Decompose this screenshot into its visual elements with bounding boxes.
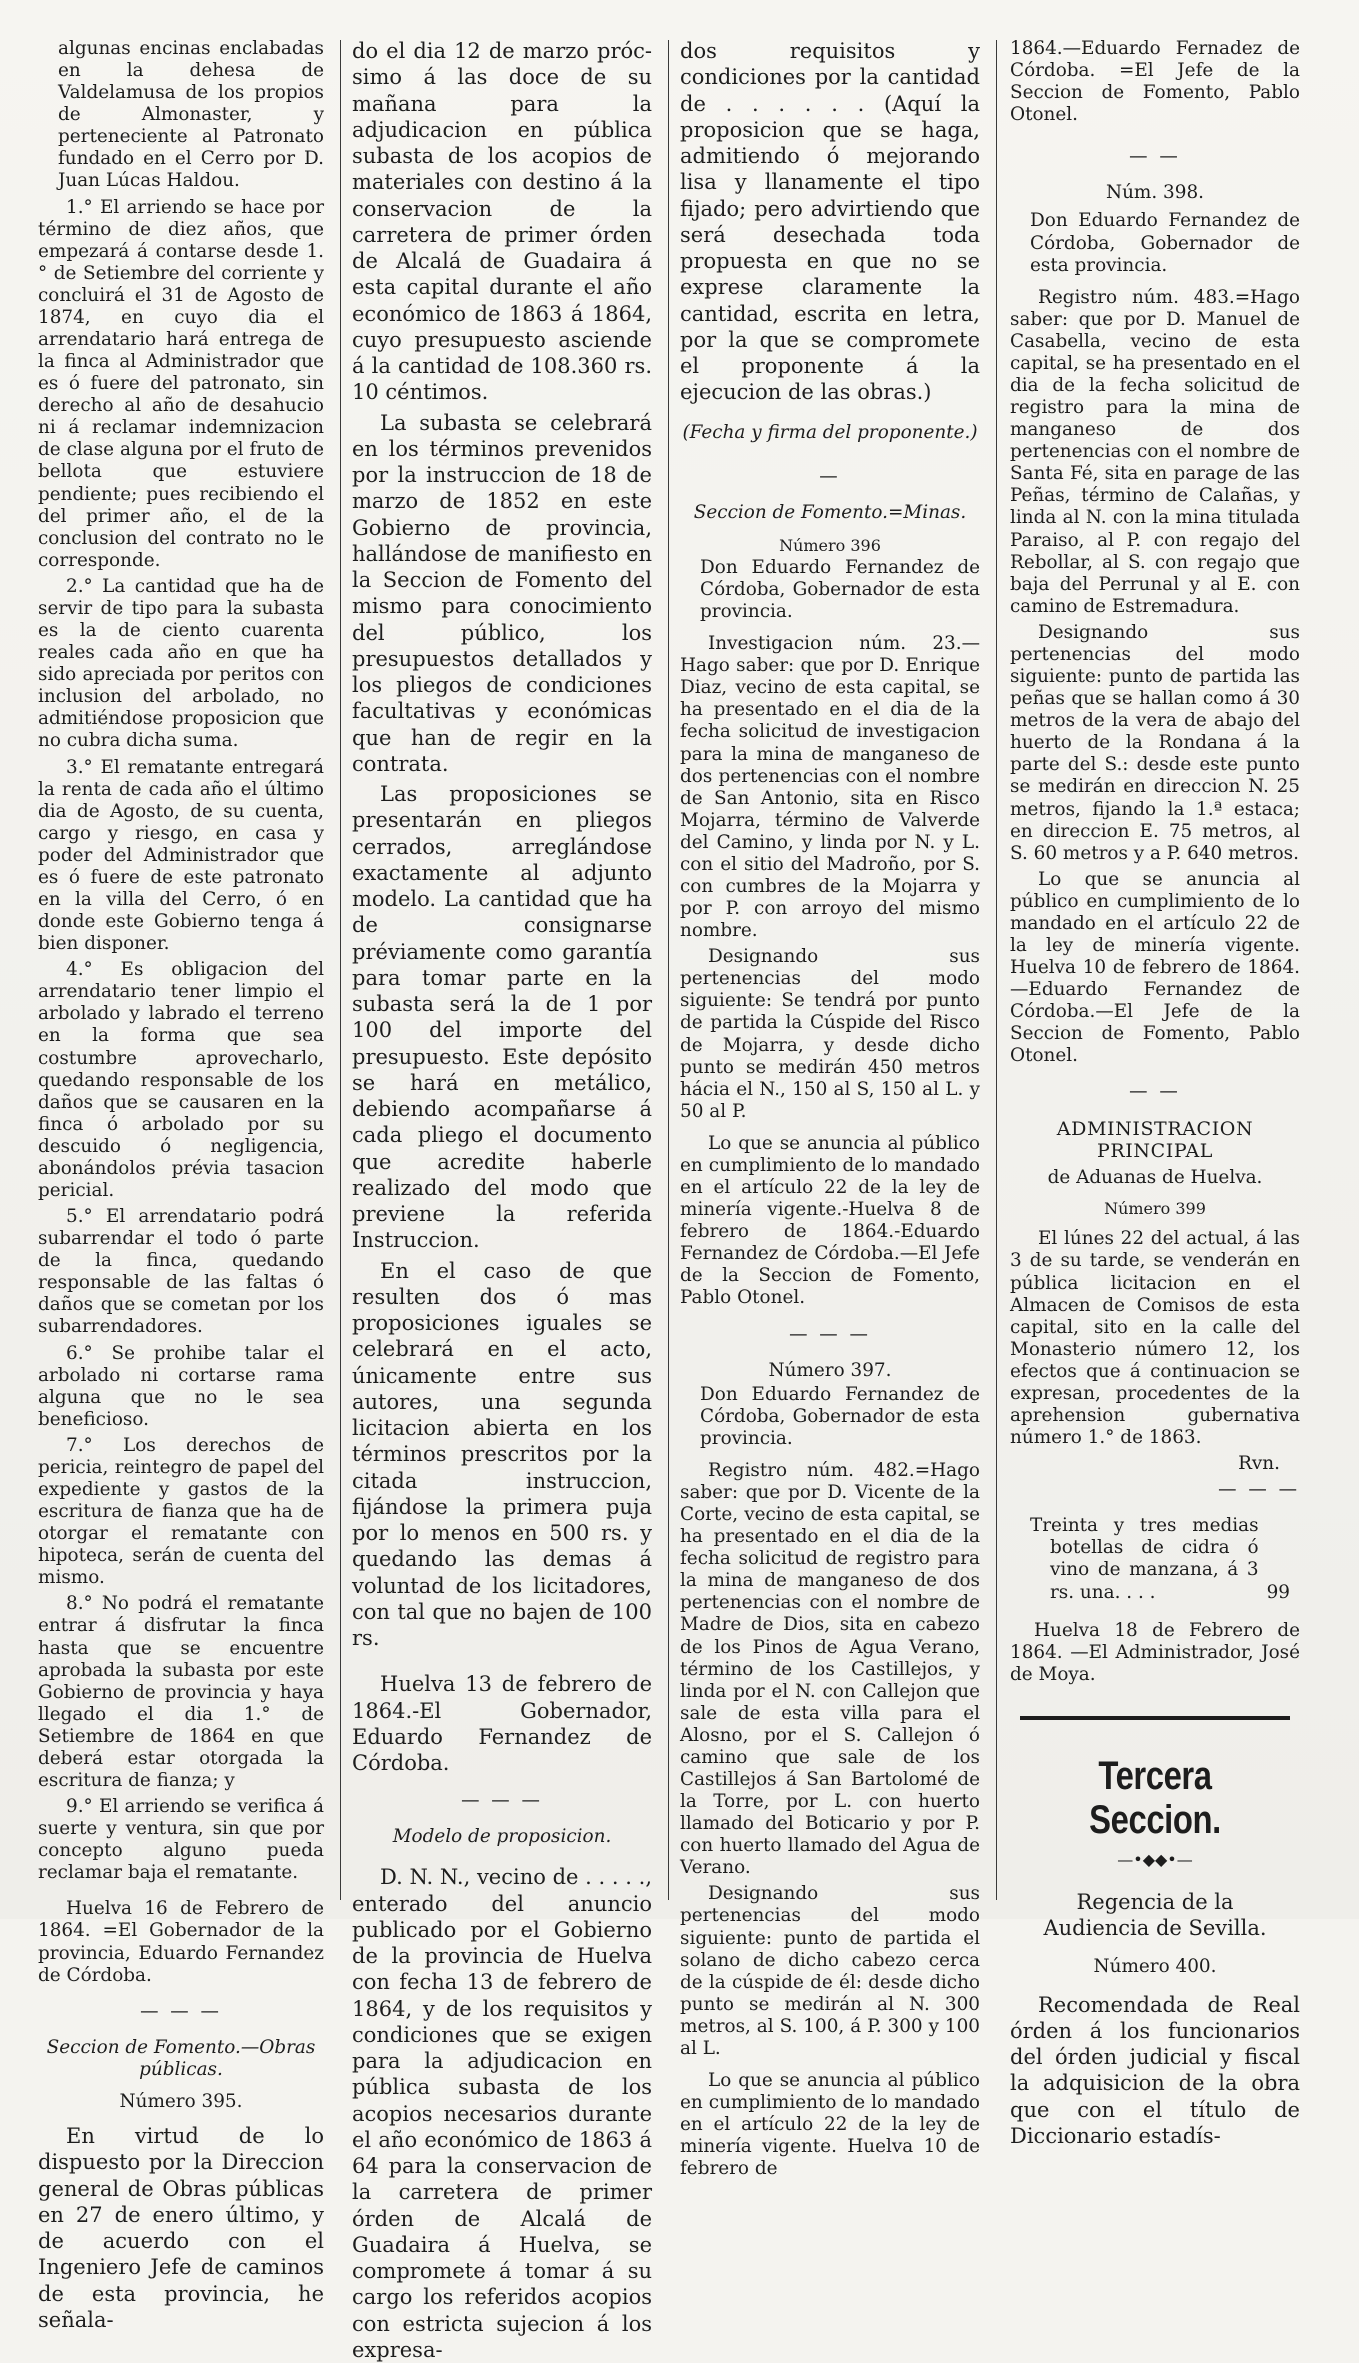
paragraph: Registro núm. 483.=Hago saber: que por D. Manuel de Casabella, vecino de esta capital, se ha presentado en el dia de la fecha solicitud de registro para la mina de manganeso de dos pertenencias con el nombre de Santa Fé, sita en parage de las Peñas, término de Calañas, y linda al N. con la mina titulada Paraiso, al P. con regajo del Rebollar, al S. con regajo que baja del Perrunal y al E. con camino de Estremadura. <box>1010 286 1300 617</box>
condition-2: 2.° La cantidad que ha de servir de tipo para la subasta es la de ciento cuarenta reales cada año en que ha sido apreciada por peritos con inclusion del arbolado, no admitiéndose proposicion que no cubra dicha suma. <box>38 575 324 752</box>
section-title: Tercera Seccion. <box>1089 1753 1221 1842</box>
issuer: Don Eduardo Fernandez de Córdoba, Gobernador de esta provincia. <box>700 1383 980 1449</box>
notice-number: Número 395. <box>119 2090 243 2112</box>
paragraph: En el caso de que resulten dos ó mas proposiciones iguales se celebrará en el acto, únicamente entre sus autores, una segunda licitacion abierta en los términos prescritos por la citada instruccion, fijándose la primera puja por lo menos en 500 rs. y quedando las demas á voluntad de los licitadores, con tal que no bajen de 100 rs. <box>352 1258 652 1650</box>
column-3 <box>680 38 980 2180</box>
item-value: 99 <box>1266 1581 1290 1603</box>
signature: Huelva 13 de febrero de 1864.-El Gobernador, Eduardo Fernandez de Córdoba. <box>352 1672 652 1775</box>
item-row <box>1010 1515 1300 1607</box>
issuer: Don Eduardo Fernandez de Córdoba, Gobernador de esta provincia. <box>700 556 980 623</box>
regencia-heading: Regencia de la Audiencia de Sevilla. <box>1043 1890 1267 1941</box>
condition-4: 4.° Es obligacion del arrendatario tener limpio el arbolado y labrado el terreno en la forma que sea costumbre aprovecharlo, quedando responsable de los daños que se causaren en la finca ó arbolado por su descuido ó negligencia, abonándolos prévia tasacion pericial. <box>38 959 324 1201</box>
condition-6: 6.° Se prohibe talar el arbolado ni cortarse rama alguna que no le sea beneficioso. <box>38 1342 324 1430</box>
notice-number: Número 399 <box>1104 1199 1206 1219</box>
notice-number: Número 396 <box>779 535 881 555</box>
column-rule <box>668 40 669 1900</box>
condition-8: 8.° No podrá el rematante entrar á disfrutar la finca hasta que se encuentre aprobada la subasta por este Gobierno de provincia y haya llegado el dia 1.° de Setiembre de 1864 en que deberá estar otorgada la escritura de fianza; y <box>38 1593 324 1792</box>
notice-number: Número 397. <box>768 1359 892 1381</box>
paragraph: Designando sus pertenencias del modo siguiente: Se tendrá por punto de partida la Cúspide del Risco de Mojarra, y desde dicho punto se medirán 450 metros hácia el N., 150 al S, 150 al L. y 50 al P. <box>680 946 980 1122</box>
paragraph: Lo que se anuncia al público en cumplimiento de lo mandado en el artículo 22 de la ley de minería vigente. Huelva 10 de febrero de 1864.—Eduardo Fernandez de Córdoba.—El Jefe de la Seccion de Fomento, Pablo Otonel. <box>1010 868 1300 1067</box>
paragraph: Designando sus pertenencias del modo siguiente: punto de partida el solano de dicho cabezo cerca de la cúspide de él: desde dicho punto se medirán al N. 300 metros, al S. 100, á P. 300 y 100 al L. <box>680 1883 980 2059</box>
paragraph: Recomendada de Real órden á los funcionarios del órden judicial y fiscal la adquisicion de la obra que con el título de Diccionario estadís- <box>1010 1992 1300 2148</box>
ornament: —•◆◆•— <box>1117 1849 1193 1869</box>
section-heading: Seccion de Fomento.—Obras públicas. <box>46 2036 316 2080</box>
paragraph: Las proposiciones se presentarán en pliegos cerrados, arreglándose exactamente al adjunto modelo. La cantidad que ha de consignarse préviamente como garantía para tomar parte en la subasta será la de 1 por 100 del importe del presupuesto. Este depósito se hará en metálico, debiendo acompañarse á cada pliego el documento que acredite haberle realizado del modo que previene la referida Instruccion. <box>352 782 652 1253</box>
paragraph: Lo que se anuncia al público en cumplimiento de lo mandado en el artículo 22 de la ley de minería vigente. Huelva 10 de febrero de <box>680 2070 980 2180</box>
separator: — — — <box>461 1790 543 1812</box>
paragraph: El lúnes 22 del actual, á las 3 de su tarde, se venderán en pública licitacion en el Almacen de Comisos de esta capital, sito en la calle del Monasterio número 12, los efectos que á continuacion se expresan, procedentes de la aprehension gubernativa número 1.° de 1863. <box>1010 1228 1300 1449</box>
administration-title: ADMINISTRACION PRINCIPAL <box>1056 1117 1254 1163</box>
separator: — — — <box>1218 1479 1300 1501</box>
paragraph: La subasta se celebrará en los términos prevenidos por la instruccion de 18 de marzo de 1852 en este Gobierno de provincia, hallándose de manifiesto en la Seccion de Fomento del mismo para conocimiento del público, los presupuestos detallados y los pliegos de condiciones facultativas y económicas que han de regir en la contrata. <box>352 410 652 776</box>
condition-7: 7.° Los derechos de pericia, reintegro de papel del expediente y gastos de la escritura de fianza que ha de otorgar el rematante con hipoteca, serán de cuenta del mismo. <box>38 1434 324 1589</box>
paragraph: Designando sus pertenencias del modo siguiente: punto de partida las peñas que se hallan como á 30 metros de la vera de abajo del huerto de la Rondana á la parte del S.: desde este punto se medirán en direccion N. 25 metros, fijando la 1.ª estaca; en direccion E. 75 metros, al S. 60 metros y a P. 640 metros. <box>1010 621 1300 864</box>
signature: Huelva 16 de Febrero de 1864. =El Gobernador de la provincia, Eduardo Fernandez de Córdoba. <box>38 1898 324 1986</box>
separator: — — — <box>140 2000 222 2022</box>
column-rule <box>340 40 341 1900</box>
separator: — — <box>1129 146 1181 168</box>
model-heading: Modelo de proposicion. <box>392 1826 612 1848</box>
paragraph: 1864.—Eduardo Fernadez de Córdoba. =El Jefe de la Seccion de Fomento, Pablo Otonel. <box>1010 38 1300 126</box>
notice-number: Núm. 398. <box>1105 182 1204 204</box>
notice-number: Número 400. <box>1093 1955 1217 1977</box>
paragraph: Registro núm. 482.=Hago saber: que por D. Vicente de la Corte, vecino de esta capital, se ha presentado en el dia de la fecha solicitud de registro para la mina de manganeso de dos pertenencias con el nombre de Madre de Dios, sita en cabezo de los Pinos de Agua Verano, término de los Castillejos, y linda por el N. con Callejon que sale de esta villa para el Alosno, por el S. Callejon ó camino que sale de los Castillejos á San Bartolomé de la Torre, por L. con huerto llamado del Boticario y por P. con huerto llamado del Agua de Verano. <box>680 1459 980 1879</box>
paragraph: do el dia 12 de marzo prócsimo á las doce de su mañana para la adjudicacion en pública subasta de los acopios de materiales con destino á la conservacion de la carretera de primer órden de Alcalá de Guadaira á esta capital durante el año económico de 1863 á 1864, cuyo presupuesto asciende á la cantidad de 108.360 rs. 10 céntimos. <box>352 39 652 405</box>
column-4 <box>1010 38 1300 2148</box>
notice-body: En virtud de lo dispuesto por la Direccion general de Obras públicas en 27 de enero último, y de acuerdo con el Ingeniero Jefe de caminos de esta provincia, he señala- <box>38 2124 324 2332</box>
signature: Huelva 18 de Febrero de 1864. —El Administrador, José de Moya. <box>1010 1619 1300 1685</box>
column-rule <box>996 40 997 1900</box>
condition-3: 3.° El rematante entregará la renta de cada año el último dia de Agosto, de su cuenta, cargo y riesgo, en casa y poder del Administrador que es ó fuere de este patronato en la villa del Cerro, ó en donde este Gobierno tenga á bien disponer. <box>38 756 324 955</box>
thick-rule <box>1020 1716 1290 1720</box>
date-signature-note: (Fecha y firma del proponente.) <box>682 421 978 443</box>
intro-paragraph: algunas encinas enclabadas en la dehesa de Valdelamusa de los propios de Almonaster, y perteneciente al Patronato fundado en el Cerro por D. Juan Lúcas Haldou. <box>58 38 324 192</box>
paragraph: Investigacion núm. 23.—Hago saber: que por D. Enrique Diaz, vecino de esta capital, se ha presentado en el dia de la fecha solicitud de investigacion para la mina de manganeso de dos pertenencias con el nombre de San Antonio, sita en Risco Mojarra, término de Valverde del Camino, y linda por N. y L. con el sitio del Madroño, por S. con cumbres de la Mojarra y por P. con arroyo del mismo nombre. <box>680 633 980 942</box>
column-2 <box>352 38 652 2362</box>
administration-subtitle: de Aduanas de Huelva. <box>1047 1167 1263 1189</box>
model-text: D. N. N., vecino de . . . . ., enterado del anuncio publicado por el Gobierno de la provincia de Huelva con fecha 13 de febrero de 1864, y de los requisitos y condiciones que se exigen para la adjudicacion en pública subasta de los acopios necesarios durante el año económico de 1863 á 64 para la conservacion de la carretera de primer órden de Alcalá de Guadaira á Huelva, se compromete á tomar á su cargo los referidos acopios con estricta sujecion á los expresa- <box>352 1865 652 2362</box>
issuer: Don Eduardo Fernandez de Córdoba, Gobernador de esta provincia. <box>1030 210 1300 276</box>
separator: — — — <box>789 1323 871 1345</box>
condition-9: 9.° El arriendo se verifica á suerte y ventura, sin que por concepto alguno pueda reclamar baja el rematante. <box>38 1796 324 1884</box>
paragraph: dos requisitos y condiciones por la cantidad de . . . . . . (Aquí la proposicion que se haga, admitiendo ó mejorando lisa y llanamente el tipo fijado; pero advirtiendo que será desechada toda propuesta en que no se exprese claramente la cantidad, escrita en letra, por la que se compromete el proponente á la ejecucion de las obras.) <box>680 39 980 405</box>
column-1 <box>38 38 324 2332</box>
condition-5: 5.° El arrendatario podrá subarrendar el todo ó parte de la finca, quedando responsable de las faltas ó daños que se cometan por los subarrendadores. <box>38 1206 324 1338</box>
section-heading: Seccion de Fomento.=Minas. <box>693 501 967 523</box>
condition-1: 1.° El arriendo se hace por término de diez años, que empezará á contarse desde 1.° de Setiembre del corriente y concluirá el 31 de Agosto de 1874, en cuyo dia el arrendatario hará entrega de la finca al Administrador que es ó fuere del patronato, sin derecho al año de desahucio ni á reclamar indemnizacion de clase alguna por el fruto de bellota que estuviere pendiente; pues recibiendo el del primer año, el de la conclusion del contrato no le corresponde. <box>38 196 324 571</box>
paragraph: Lo que se anuncia al público en cumplimiento de lo mandado en el artículo 22 de la ley de minería vigente.-Huelva 8 de febrero de 1864.-Eduardo Fernandez de Córdoba.—El Jefe de la Seccion de Fomento, Pablo Otonel. <box>680 1132 980 1309</box>
separator: — <box>819 465 841 487</box>
separator: — — <box>1129 1081 1181 1103</box>
currency-label: Rvn. <box>1238 1453 1280 1475</box>
item-description: Treinta y tres medias botellas de cidra ó vino de manzana, á 3 rs. una. . . . <box>1030 1515 1259 1603</box>
